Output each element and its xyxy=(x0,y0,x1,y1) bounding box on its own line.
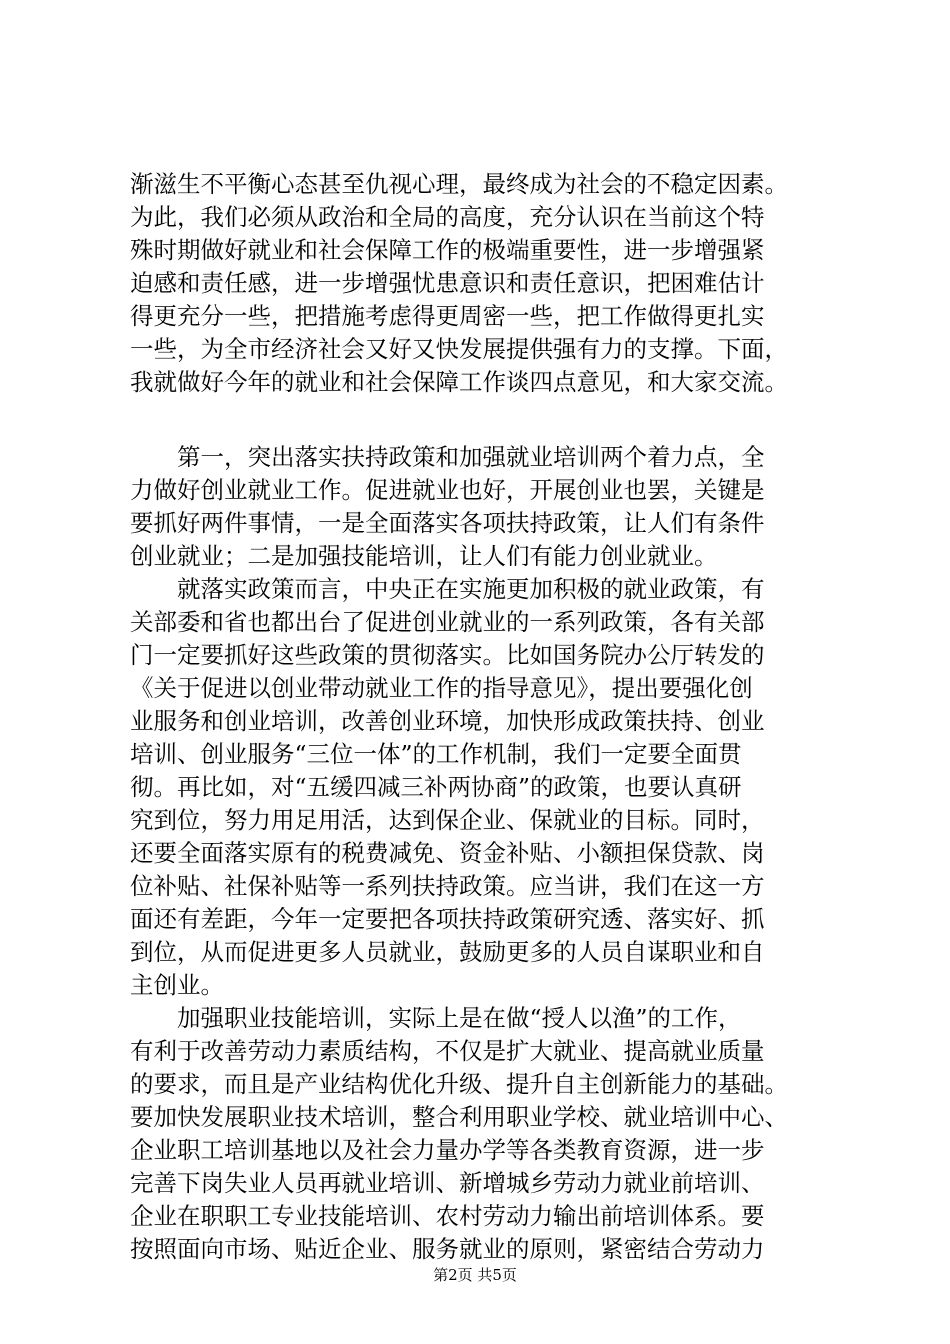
text-line: 第一，突出落实扶持政策和加强就业培训两个着力点，全 xyxy=(177,443,765,471)
text-line: 创业就业；二是加强技能培训，让人们有能力创业就业。 xyxy=(130,542,718,570)
text-line: 关部委和省也都出台了促进创业就业的一系列政策，各有关部 xyxy=(130,608,765,636)
text-line: 我就做好今年的就业和社会保障工作谈四点意见，和大家交流。 xyxy=(130,368,788,396)
text-line: 力做好创业就业工作。促进就业也好，开展创业也罢，关键是 xyxy=(130,476,765,504)
text-line: 有利于改善劳动力素质结构，不仅是扩大就业、提高就业质量 xyxy=(130,1037,765,1065)
text-line: 还要全面落实原有的税费减免、资金补贴、小额担保贷款、岗 xyxy=(130,839,765,867)
text-line: 企业在职职工专业技能培训、农村劳动力输出前培训体系。要 xyxy=(130,1202,765,1230)
text-line: 《关于促进以创业带动就业工作的指导意见》，提出要强化创 xyxy=(130,674,753,702)
text-line: 面还有差距，今年一定要把各项扶持政策研究透、落实好、抓 xyxy=(130,905,765,933)
text-line: 一些，为全市经济社会又好又快发展提供强有力的支撑。下面， xyxy=(130,335,788,363)
text-line: 究到位，努力用足用活，达到保企业、保就业的目标。同时， xyxy=(130,806,765,834)
page-number-footer: 第2页 共5页 xyxy=(433,1266,517,1284)
text-line: 门一定要抓好这些政策的贯彻落实。比如国务院办公厅转发的 xyxy=(130,641,765,669)
text-line: 完善下岗失业人员再就业培训、新增城乡劳动力就业前培训、 xyxy=(130,1169,765,1197)
text-line: 按照面向市场、贴近企业、服务就业的原则，紧密结合劳动力 xyxy=(130,1235,765,1263)
text-line: 加强职业技能培训，实际上是在做“授人以渔”的工作， xyxy=(177,1004,742,1032)
text-line: 得更充分一些，把措施考虑得更周密一些，把工作做得更扎实 xyxy=(130,302,765,330)
text-line: 殊时期做好就业和社会保障工作的极端重要性，进一步增强紧 xyxy=(130,236,765,264)
text-line: 的要求，而且是产业结构优化升级、提升自主创新能力的基础。 xyxy=(130,1070,788,1098)
paragraph-gap xyxy=(130,399,830,441)
text-line: 彻。再比如，对“五缓四减三补两协商”的政策，也要认真研 xyxy=(130,773,742,801)
text-line: 主创业。 xyxy=(130,971,224,999)
text-line: 要抓好两件事情，一是全面落实各项扶持政策，让人们有条件 xyxy=(130,509,765,537)
text-line: 企业职工培训基地以及社会力量办学等各类教育资源，进一步 xyxy=(130,1136,765,1164)
text-line: 就落实政策而言，中央正在实施更加积极的就业政策，有 xyxy=(177,575,765,603)
text-line: 迫感和责任感，进一步增强忧患意识和责任意识，把困难估计 xyxy=(130,269,765,297)
text-line: 培训、创业服务“三位一体”的工作机制，我们一定要全面贯 xyxy=(130,740,742,768)
document-body xyxy=(130,168,830,1266)
text-line: 业服务和创业培训，改善创业环境，加快形成政策扶持、创业 xyxy=(130,707,765,735)
text-line: 为此，我们必须从政治和全局的高度，充分认识在当前这个特 xyxy=(130,203,765,231)
text-line: 要加快发展职业技术培训，整合利用职业学校、就业培训中心、 xyxy=(130,1103,788,1131)
text-line: 到位，从而促进更多人员就业，鼓励更多的人员自谋职业和自 xyxy=(130,938,765,966)
text-line: 位补贴、社保补贴等一系列扶持政策。应当讲，我们在这一方 xyxy=(130,872,765,900)
text-line: 渐滋生不平衡心态甚至仇视心理，最终成为社会的不稳定因素。 xyxy=(130,170,788,198)
